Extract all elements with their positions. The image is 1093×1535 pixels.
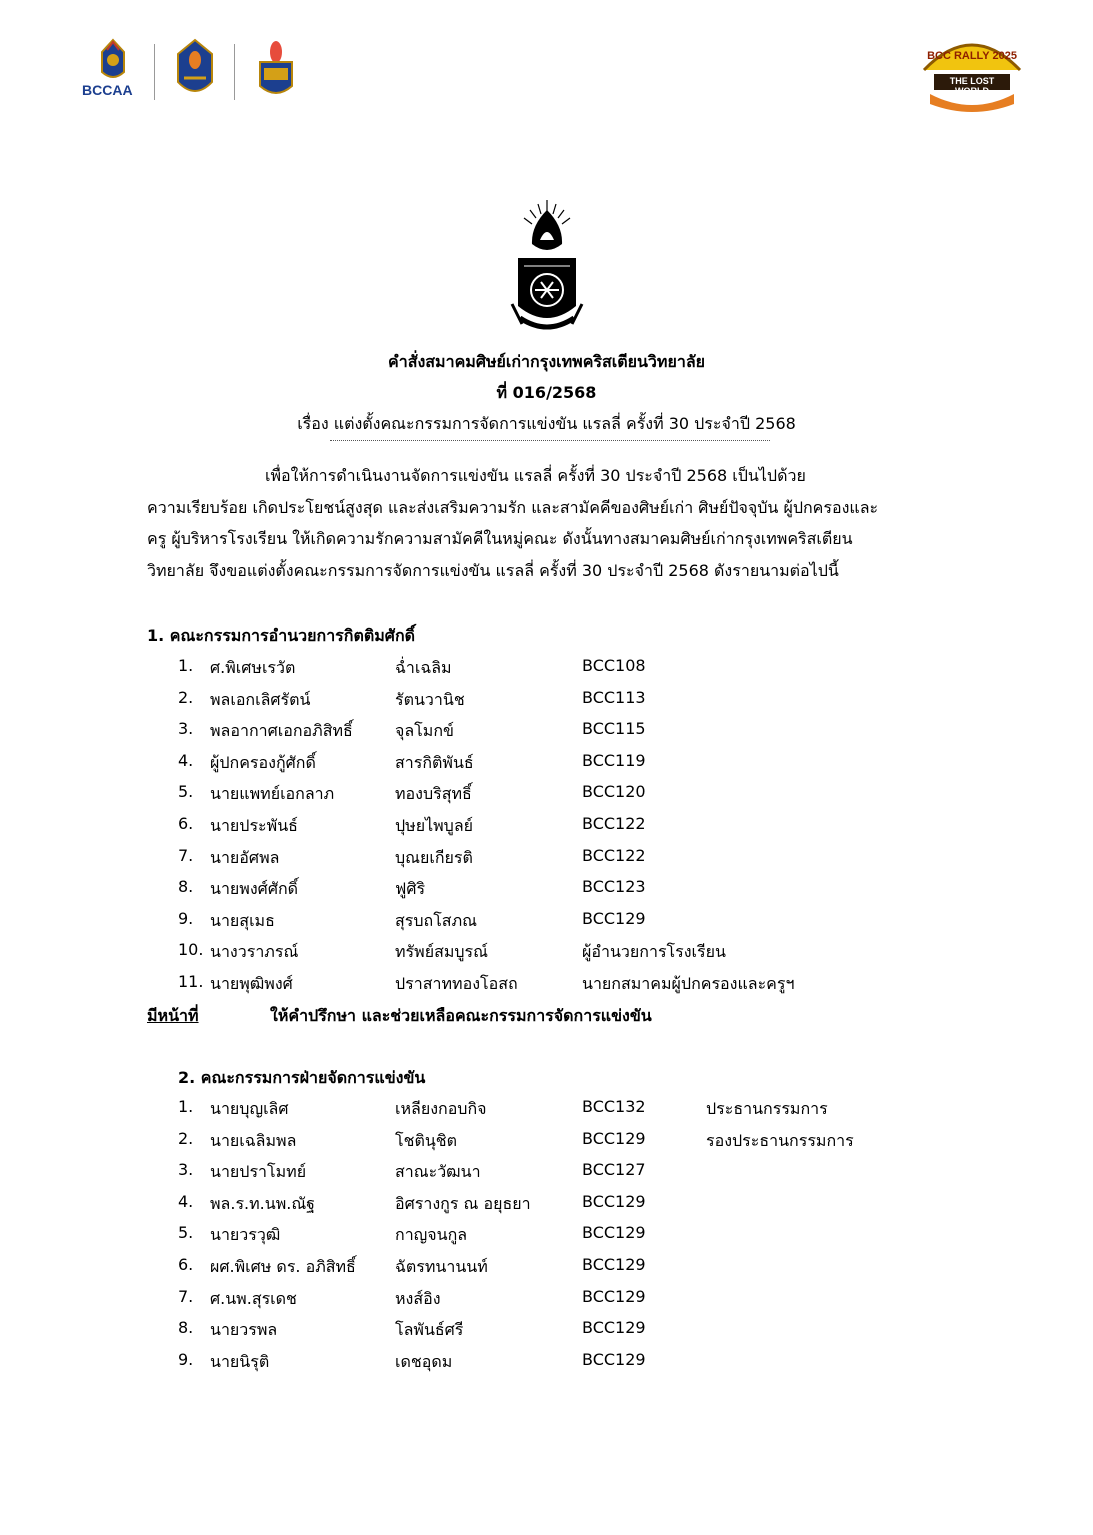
member-name: พลอากาศเอกอภิสิทธิ์ [210,721,353,741]
member-name: พล.ร.ท.นพ.ณัฐ [210,1193,315,1213]
bcc-rally-logo [914,30,1030,116]
member-number: 9. [178,908,194,928]
member-surname: เหลียงกอบกิจ [395,1099,487,1118]
member-generation: BCC129 [582,1318,646,1338]
member-surname: ฟูศิริ [395,879,426,899]
member-name: นายนิรุติ [210,1351,270,1371]
member-name: นายประพันธ์ [210,816,298,835]
member-row [0,751,1093,781]
member-number: 1. [178,1097,194,1116]
member-surname: โลพันธ์ศรี [395,1320,464,1340]
member-generation: BCC113 [582,687,646,707]
member-number: 6. [178,814,194,833]
member-name: นางวราภรณ์ [210,942,299,962]
member-role: รองประธานกรรมการ [706,1130,854,1150]
member-name: นายสุเมธ [210,910,275,930]
member-surname: หงส์อิง [395,1288,441,1308]
member-number: 1. [178,656,194,675]
member-generation: BCC120 [582,782,646,802]
member-row [0,909,1093,939]
bcc-1852-logo [256,38,296,100]
member-surname: ฉ่ำเฉลิม [395,658,452,677]
logo-divider [234,44,235,100]
member-number: 9. [178,1349,194,1369]
member-surname: โชตินุชิต [395,1130,458,1150]
member-surname: สุรบถโสภณ [395,910,477,930]
member-name: นายอัศพล [210,847,280,867]
duty-label: มีหน้าที่ [147,1006,199,1025]
member-number: 10. [178,940,204,960]
member-generation: BCC129 [582,1286,646,1306]
member-surname: สารกิติพันธ์ [395,752,474,772]
member-generation: นายกสมาคมผู้ปกครองและครูฯ [582,974,795,993]
member-number: 2. [178,1128,194,1148]
intro-line: เพื่อให้การดำเนินงานจัดการแข่งขัน แรลลี่ ครั้งที่ 30 ประจำปี 2568 เป็นไปด้วย [265,466,806,485]
member-generation: BCC122 [582,814,646,833]
member-number: 6. [178,1255,194,1274]
intro-paragraph [147,460,957,586]
section-2-heading: 2. คณะกรรมการฝ่ายจัดการแข่งขัน [178,1068,426,1087]
member-number: 5. [178,1223,194,1243]
member-row [0,656,1093,686]
member-name: นายวรวุฒิ [210,1225,281,1245]
member-row [0,782,1093,812]
member-generation: ผู้อำนวยการโรงเรียน [582,942,726,962]
member-number: 3. [178,1160,194,1180]
member-generation: BCC129 [582,1349,646,1369]
member-generation: BCC122 [582,845,646,865]
member-number: 7. [178,845,194,865]
member-row [0,688,1093,718]
logo-divider [154,44,155,100]
member-surname: รัตนวานิช [395,689,465,709]
member-name: ผศ.พิเศษ ดร. อภิสิทธิ์ [210,1257,356,1276]
member-name: นายพุฒิพงศ์ [210,974,293,993]
member-generation: BCC119 [582,750,646,770]
document-number: ที่ 016/2568 [496,383,597,402]
member-name: นายแพทย์เอกลาภ [210,784,335,804]
member-row [0,1097,1093,1127]
rally-logo-subtitle: THE LOST WORLD [949,76,995,96]
member-name: นายพงศ์ศักดิ์ [210,879,299,899]
member-row [0,1318,1093,1348]
member-generation: BCC127 [582,1160,646,1180]
member-row [0,972,1093,1002]
member-row [0,940,1093,970]
member-row [0,1192,1093,1222]
member-name: ศ.พิเศษเรวัต [210,658,296,677]
member-row [0,1287,1093,1317]
member-surname: กาญจนกูล [395,1225,468,1245]
member-role: ประธานกรรมการ [706,1099,828,1118]
member-generation: BCC129 [582,1255,646,1274]
rally-logo-title: BCC RALLY 2025 [927,50,1017,62]
section-1-heading: 1. คณะกรรมการอำนวยการกิตติมศักดิ์ [147,626,416,645]
member-row [0,1129,1093,1159]
bccaa-logo [80,38,146,100]
member-number: 5. [178,782,194,802]
member-name: ผู้ปกครองกู้ศักดิ์ [210,752,316,772]
member-surname: ทองบริสุทธิ์ [395,784,472,804]
bcc-association-emblem [508,196,586,340]
member-surname: เดชอุดม [395,1351,453,1371]
member-row [0,846,1093,876]
member-name: ศ.นพ.สุรเดช [210,1288,297,1308]
member-surname: อิศรางกูร ณ อยุธยา [395,1193,531,1213]
member-surname: ปราสาททองโอสถ [395,974,518,993]
member-number: 4. [178,750,194,770]
intro-line: ครู ผู้บริหารโรงเรียน ให้เกิดความรักความสามัคคีในหมู่คณะ ดังนั้นทางสมาคมศิษย์เก่ากรุงเทพคริสเตียน [147,529,853,548]
member-generation: BCC132 [582,1097,646,1116]
member-number: 11. [178,972,204,991]
member-surname: จุลโมกข์ [395,721,454,741]
member-surname: บุณยเกียรติ [395,847,473,867]
member-row [0,1255,1093,1285]
member-number: 4. [178,1191,194,1211]
member-row [0,814,1093,844]
bccaa-logo-text: BCCAA [82,82,133,98]
intro-line: ความเรียบร้อย เกิดประโยชน์สูงสุด และส่งเสริมความรัก และสามัคคีของศิษย์เก่า ศิษย์ปัจจุบัน ผู้ปกครองและ [147,497,879,517]
member-surname: ปุษยไพบูลย์ [395,816,474,835]
member-row [0,877,1093,907]
bcc-crest-logo [172,38,218,102]
intro-line: วิทยาลัย จึงขอแต่งตั้งคณะกรรมการจัดการแข่งขัน แรลลี่ ครั้งที่ 30 ประจำปี 2568 ดังรายนามต่อไปนี้ [147,560,839,580]
member-number: 8. [178,1318,194,1338]
document-title: คำสั่งสมาคมศิษย์เก่ากรุงเทพคริสเตียนวิทยาลัย [388,352,705,371]
member-generation: BCC123 [582,877,646,897]
member-name: นายปราโมทย์ [210,1162,307,1182]
dotted-divider [330,440,770,441]
member-generation: BCC108 [582,656,646,675]
member-name: พลเอกเลิศรัตน์ [210,689,311,709]
member-number: 3. [178,719,194,739]
member-generation: BCC129 [582,1223,646,1243]
member-row [0,719,1093,749]
member-number: 2. [178,687,194,707]
document-subject: เรื่อง แต่งตั้งคณะกรรมการจัดการแข่งขัน แรลลี่ ครั้งที่ 30 ประจำปี 2568 [297,414,796,433]
member-surname: สาณะวัฒนา [395,1162,481,1182]
member-generation: BCC129 [582,908,646,928]
member-name: นายวรพล [210,1320,278,1340]
member-generation: BCC129 [582,1128,646,1148]
member-number: 7. [178,1286,194,1306]
member-number: 8. [178,877,194,897]
duty-text: ให้คำปรึกษา และช่วยเหลือคณะกรรมการจัดการแข่งขัน [270,1006,652,1025]
member-row [0,1350,1093,1380]
member-row [0,1160,1093,1190]
member-generation: BCC129 [582,1191,646,1211]
member-name: นายเฉลิมพล [210,1130,297,1150]
member-name: นายบุญเลิศ [210,1099,289,1118]
member-generation: BCC115 [582,719,646,739]
member-row [0,1223,1093,1253]
member-surname: ทรัพย์สมบูรณ์ [395,942,488,962]
member-surname: ฉัตรทนานนท์ [395,1257,488,1276]
